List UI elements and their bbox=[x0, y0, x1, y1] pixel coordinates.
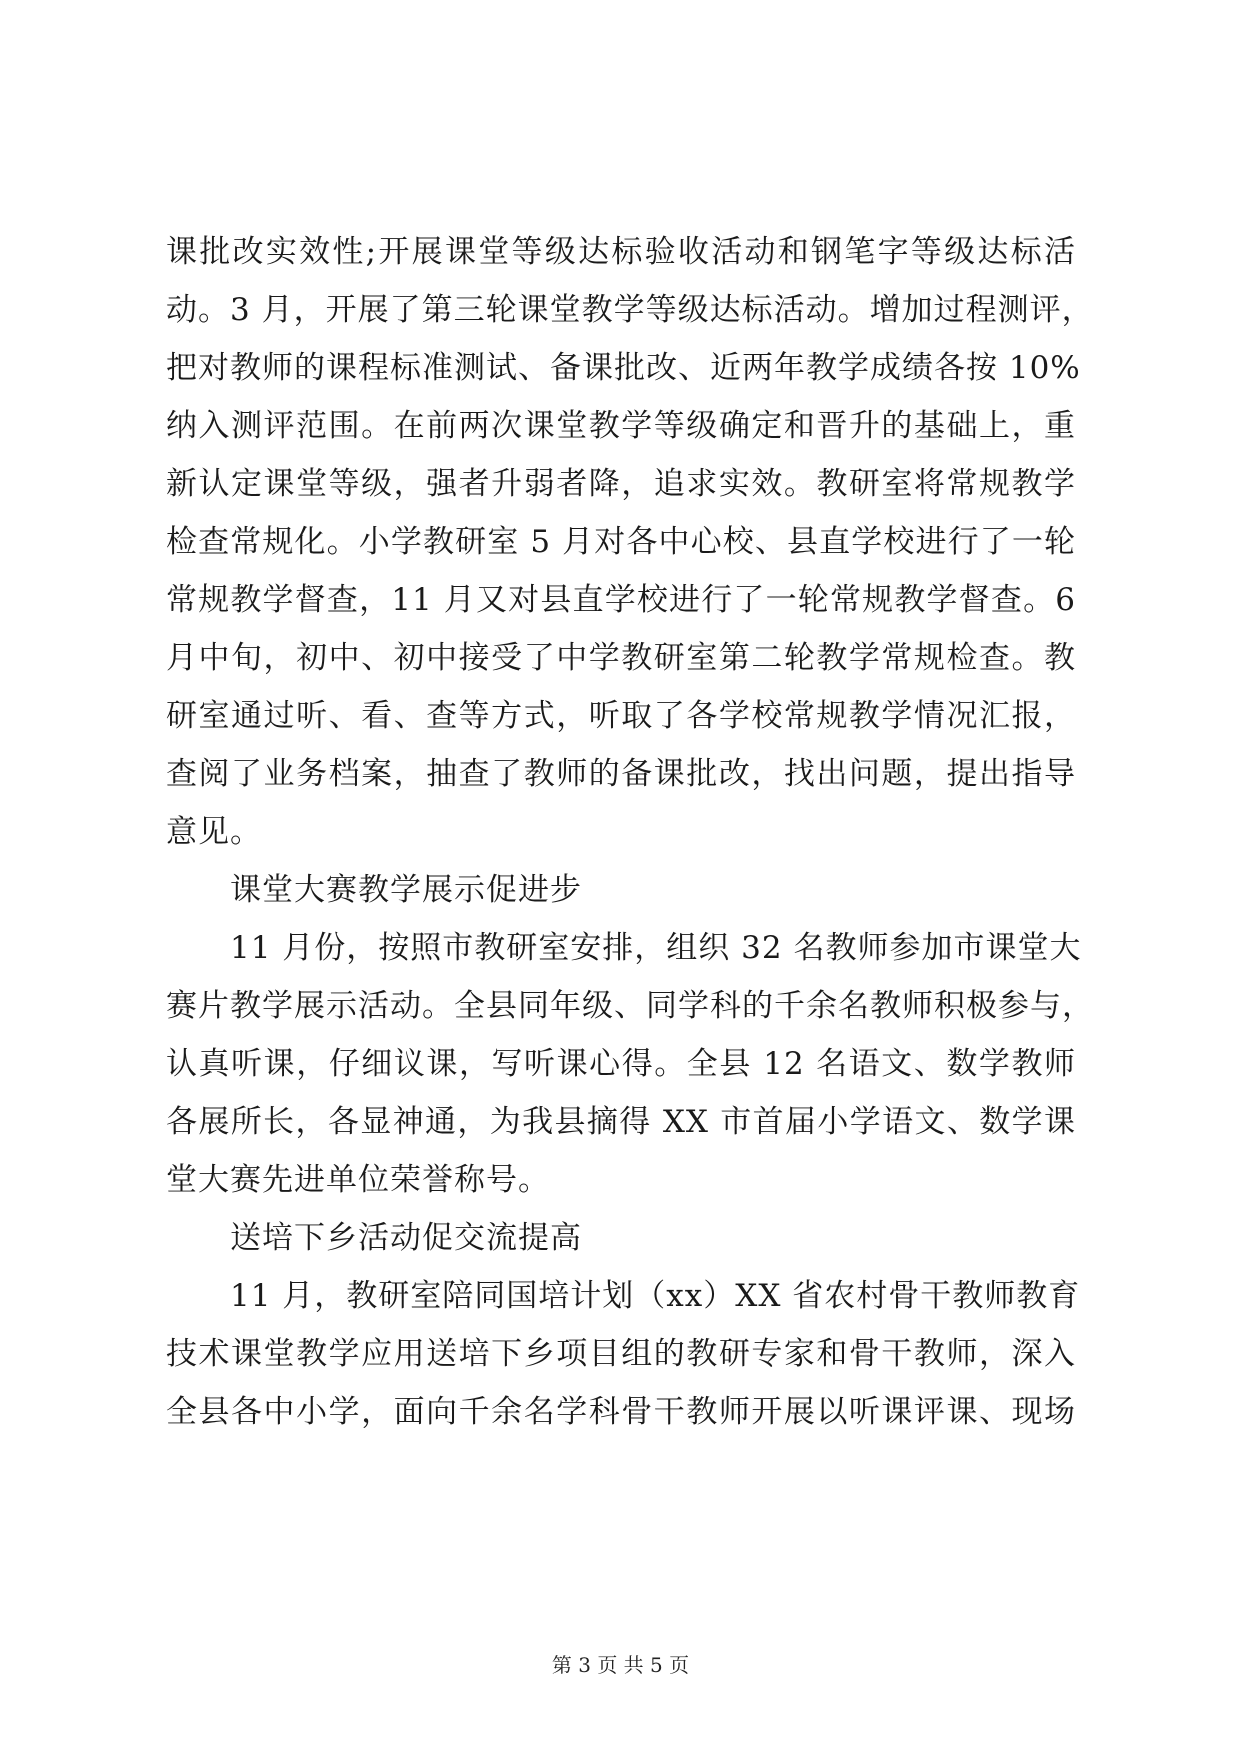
page-footer: 第 3 页 共 5 页 bbox=[551, 1653, 690, 1677]
text-line: 堂大赛先进单位荣誉称号。 bbox=[166, 1162, 550, 1198]
body-text bbox=[166, 230, 1094, 1448]
text-line: 意见。 bbox=[166, 814, 262, 850]
text-line: 11 月份，按照市教研室安排，组织 32 名教师参加市课堂大 bbox=[230, 930, 1082, 966]
text-line: 各展所长，各显神通，为我县摘得 XX 市首届小学语文、数学课 bbox=[166, 1104, 1076, 1140]
text-line: 认真听课，仔细议课，写听课心得。全县 12 名语文、数学教师 bbox=[166, 1046, 1076, 1082]
text-line: 全县各中小学，面向千余名学科骨干教师开展以听课评课、现场 bbox=[166, 1394, 1076, 1430]
text-line: 查阅了业务档案，抽查了教师的备课批改，找出问题，提出指导 bbox=[166, 756, 1076, 792]
text-line: 纳入测评范围。在前两次课堂教学等级确定和晋升的基础上，重 bbox=[166, 408, 1076, 444]
text-line: 动。3 月，开展了第三轮课堂教学等级达标活动。增加过程测评， bbox=[166, 292, 1094, 328]
text-line: 月中旬，初中、初中接受了中学教研室第二轮教学常规检查。教 bbox=[166, 640, 1076, 676]
text-line: 赛片教学展示活动。全县同年级、同学科的千余名教师积极参与， bbox=[166, 988, 1094, 1024]
text-line: 新认定课堂等级，强者升弱者降，追求实效。教研室将常规教学 bbox=[166, 466, 1076, 502]
section-heading: 送培下乡活动促交流提高 bbox=[230, 1220, 582, 1256]
text-line: 把对教师的课程标准测试、备课批改、近两年教学成绩各按 10% bbox=[166, 350, 1081, 386]
text-line: 常规教学督查，11 月又对县直学校进行了一轮常规教学督查。6 bbox=[166, 582, 1076, 618]
text-line: 技术课堂教学应用送培下乡项目组的教研专家和骨干教师，深入 bbox=[166, 1336, 1076, 1372]
text-line: 11 月，教研室陪同国培计划（xx）XX 省农村骨干教师教育 bbox=[230, 1278, 1081, 1314]
section-heading: 课堂大赛教学展示促进步 bbox=[230, 872, 582, 908]
text-line: 课批改实效性;开展课堂等级达标验收活动和钢笔字等级达标活 bbox=[166, 234, 1076, 270]
text-line: 检查常规化。小学教研室 5 月对各中心校、县直学校进行了一轮 bbox=[166, 524, 1076, 560]
text-line: 研室通过听、看、查等方式，听取了各学校常规教学情况汇报， bbox=[166, 698, 1076, 734]
